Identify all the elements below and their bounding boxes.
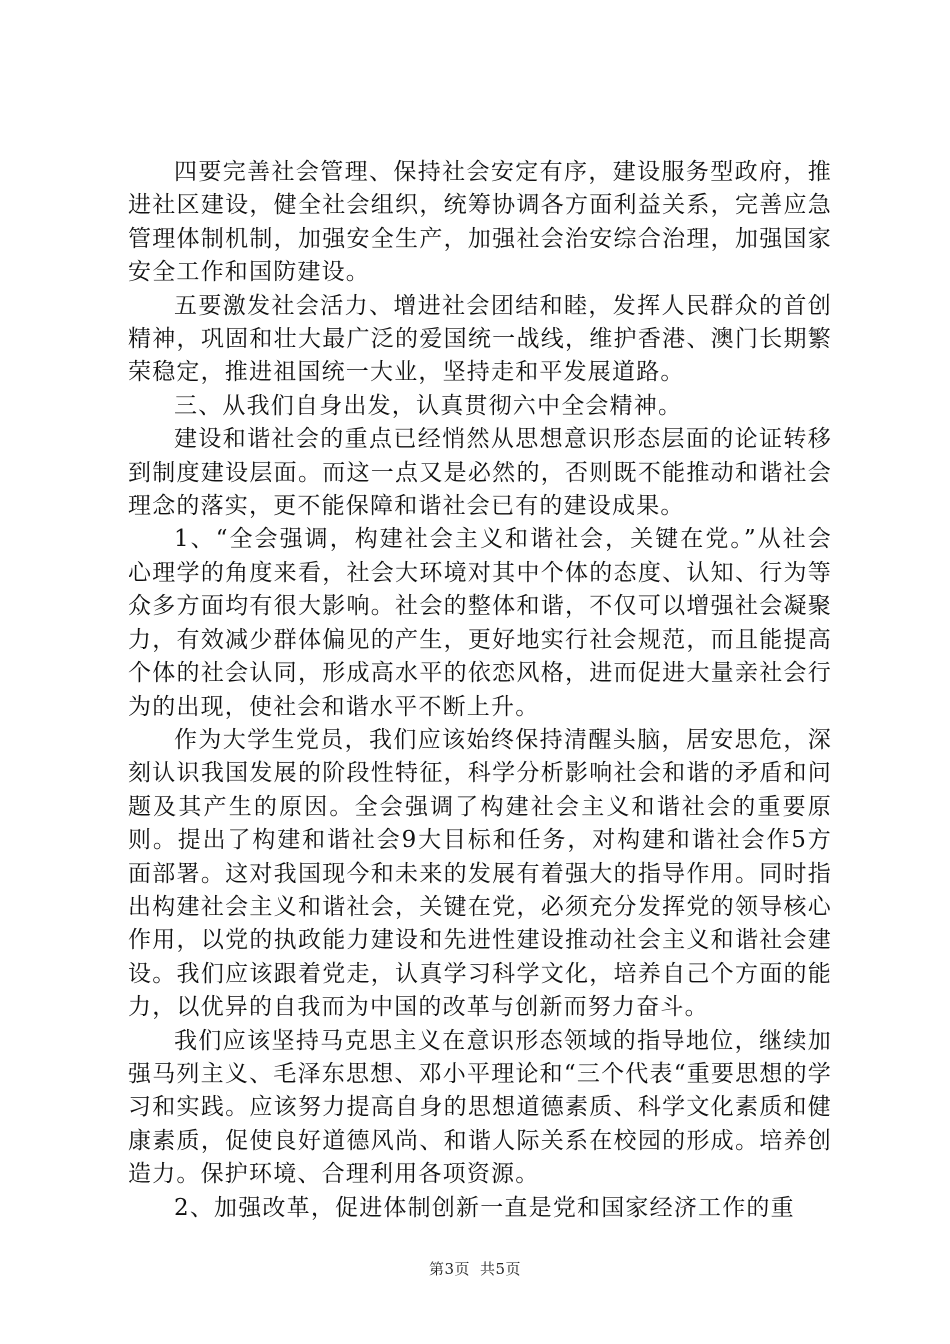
- section-heading: 三、从我们自身出发，认真贯彻六中全会精神。: [174, 392, 683, 419]
- page-total: 共5页: [480, 1260, 522, 1278]
- paragraph: 建设和谐社会的重点已经悄然从思想意识形态层面的论证转移到制度建设层面。而这一点又是必然的，否则既不能推动和谐社会理念的落实，更不能保障和谐社会已有的建设成果。: [128, 426, 832, 520]
- paragraph: 我们应该坚持马克思主义在意识形态领域的指导地位，继续加强马列主义、毛泽东思想、邓小平理论和“三个代表“重要思想的学习和实践。应该努力提高自身的思想道德素质、科学文化素质和健康素质，促使良好道德风尚、和谐人际关系在校园的形成。培养创造力。保护环境、合理利用各项资源。: [128, 1027, 832, 1188]
- paragraph: 五要激发社会活力、增进社会团结和睦，发挥人民群众的首创精神，巩固和壮大最广泛的爱国统一战线，维护香港、澳门长期繁荣稳定，推进祖国统一大业，坚持走和平发展道路。: [128, 292, 832, 386]
- paragraph: 2、加强改革，促进体制创新一直是党和国家经济工作的重: [174, 1194, 795, 1221]
- paragraph: 1、“全会强调，构建社会主义和谐社会，关键在党。”从社会心理学的角度来看，社会大环境对其中个体的态度、认知、行为等众多方面均有很大影响。社会的整体和谐，不仅可以增强社会凝聚力，有效减少群体偏见的产生，更好地实行社会规范，而且能提高个体的社会认同，形成高水平的依恋风格，进而促进大量亲社会行为的出现，使社会和谐水平不断上升。: [128, 526, 832, 720]
- paragraph: 作为大学生党员，我们应该始终保持清醒头脑，居安思危，深刻认识我国发展的阶段性特征，科学分析影响社会和谐的矛盾和问题及其产生的原因。全会强调了构建社会主义和谐社会的重要原则。提出了构建和谐社会9大目标和任务，对构建和谐社会作5方面部署。这对我国现今和未来的发展有着强大的指导作用。同时指出构建社会主义和谐社会，关键在党，必须充分发挥党的领导核心作用，以党的执政能力建设和先进性建设推动社会主义和谐社会建设。我们应该跟着党走，认真学习科学文化，培养自己个方面的能力，以优异的自我而为中国的改革与创新而努力奋斗。: [128, 726, 832, 1021]
- page-footer: [0, 1258, 950, 1279]
- document-body: [128, 156, 832, 1225]
- page-number: 第3页: [428, 1260, 470, 1278]
- paragraph: 四要完善社会管理、保持社会安定有序，建设服务型政府，推进社区建设，健全社会组织，统筹协调各方面利益关系，完善应急管理体制机制，加强安全生产，加强社会治安综合治理，加强国家安全工作和国防建设。: [128, 159, 832, 286]
